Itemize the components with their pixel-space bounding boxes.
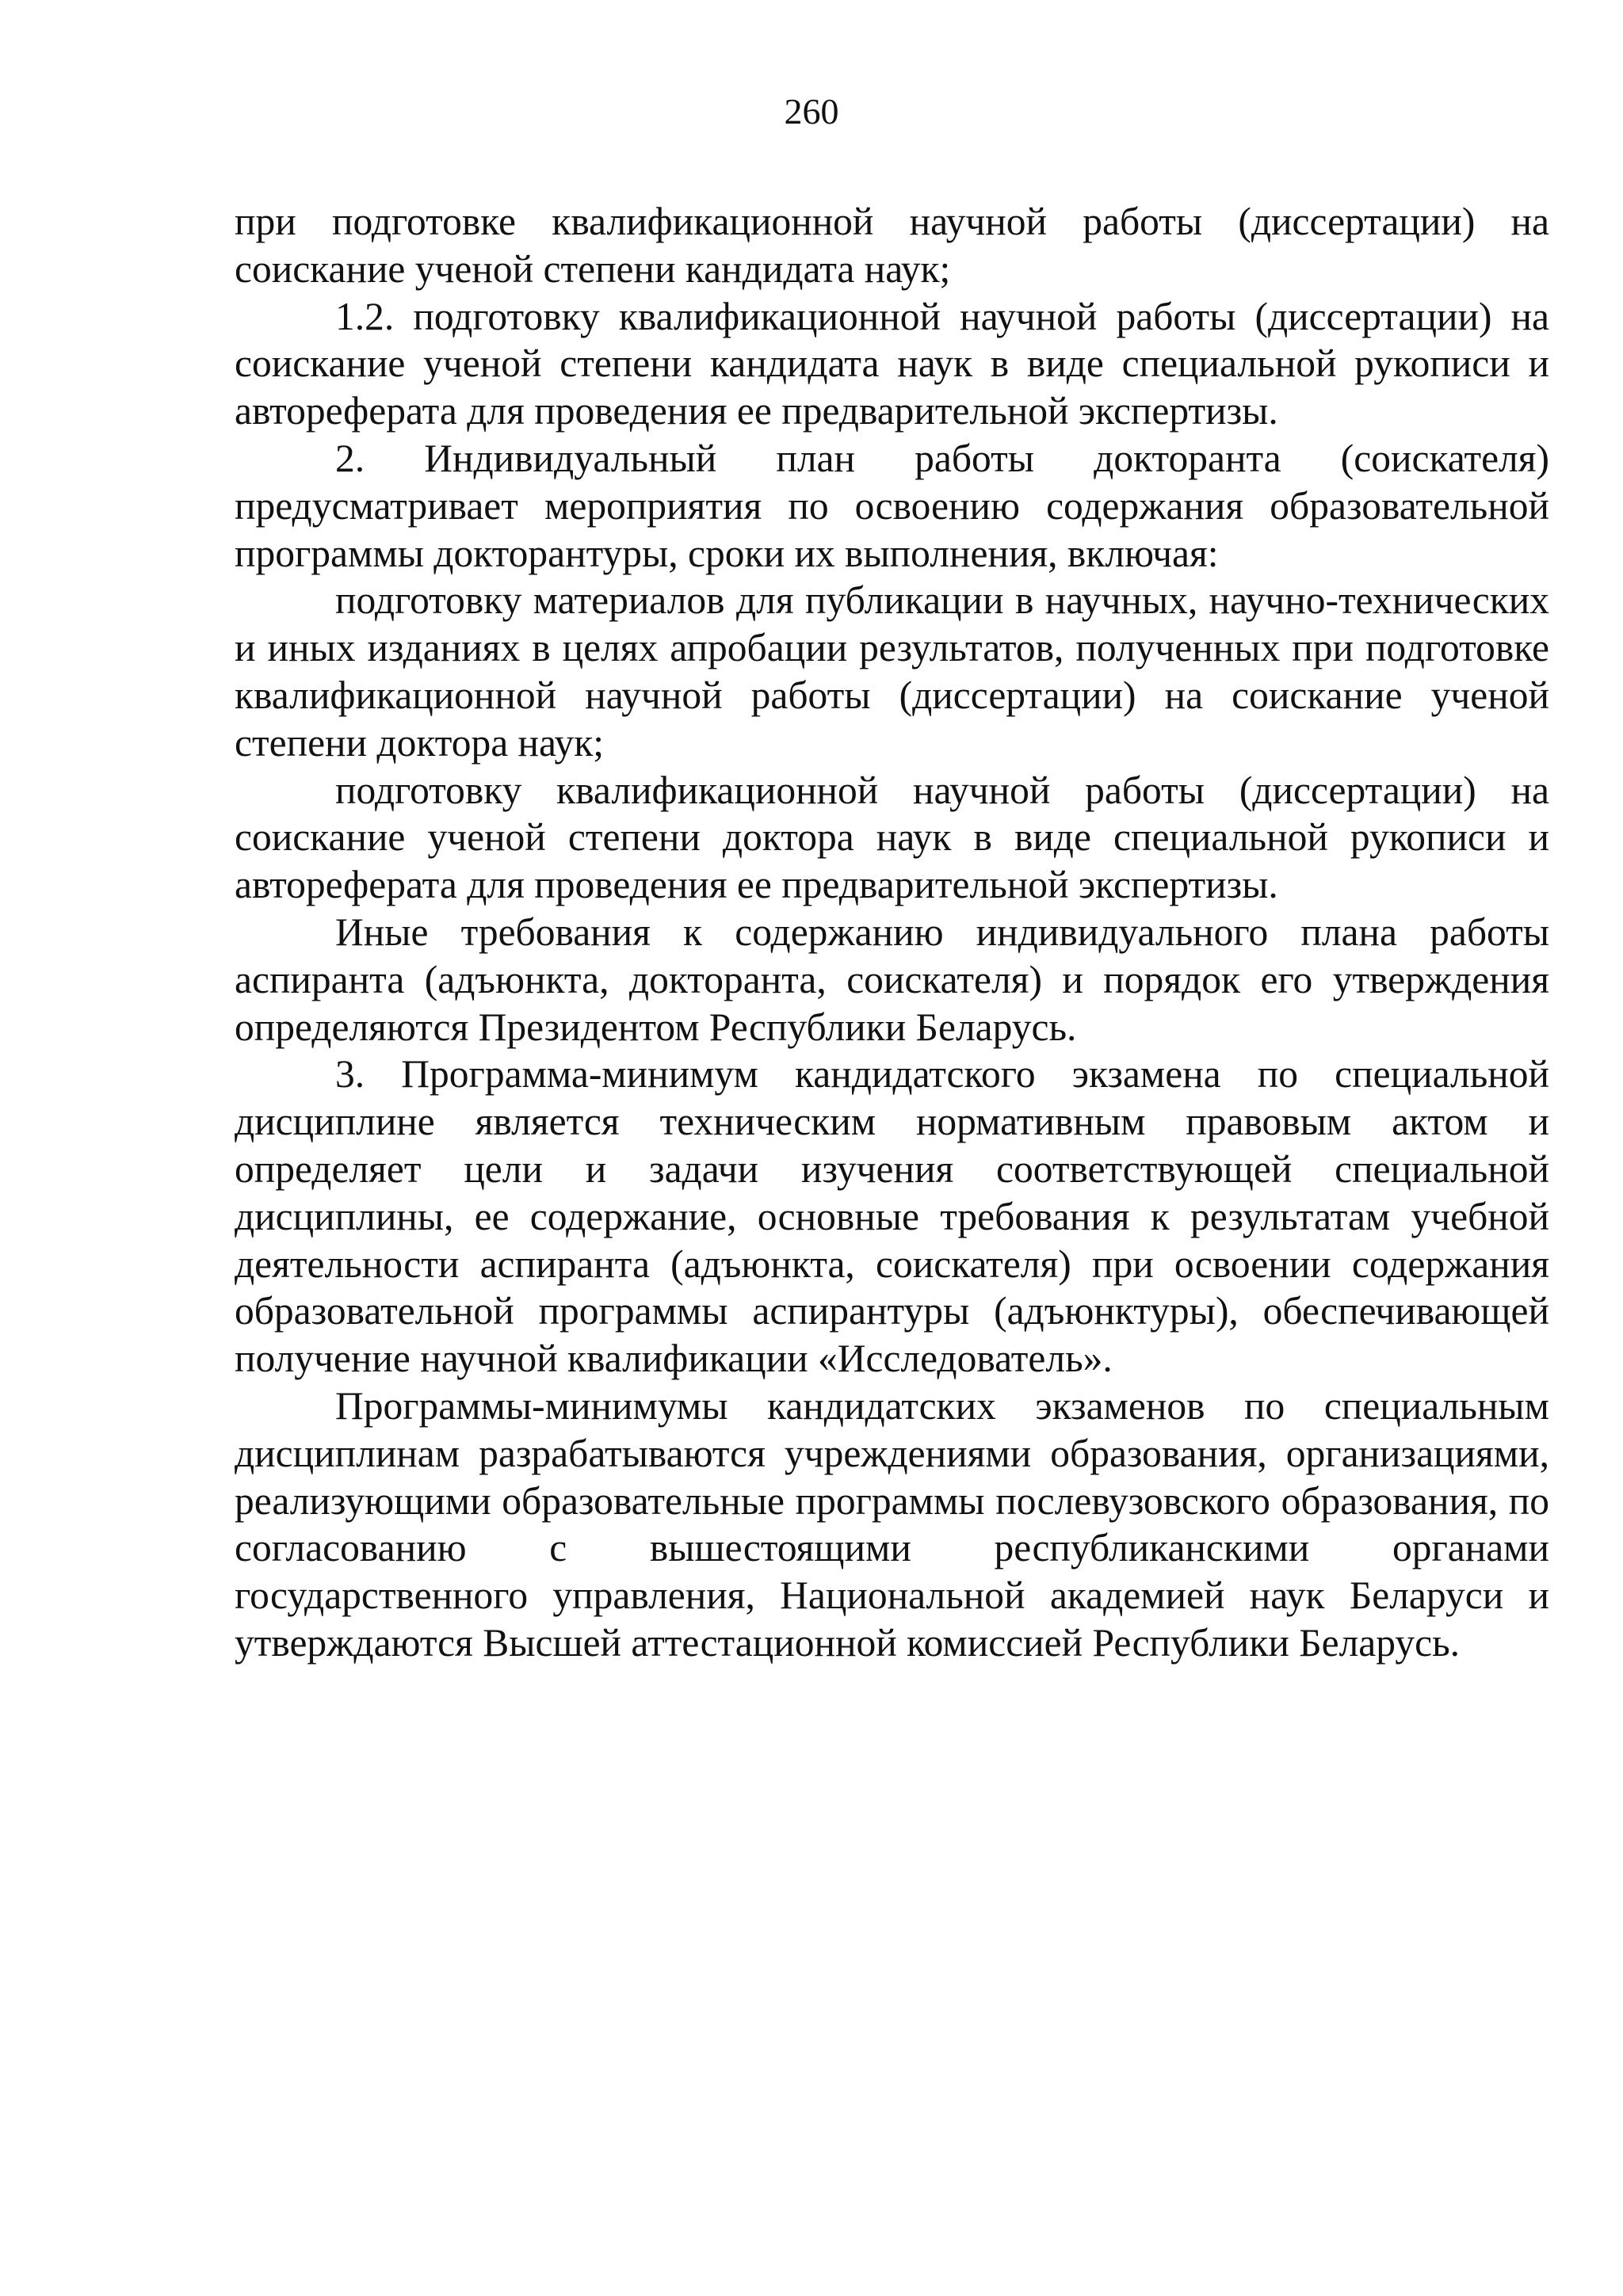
paragraph-programs-minimum: Программы-минимумы кандидатских экзаменов по специальным дисциплинам разрабатываются учреждениями образования, организациями, реализующими образовательные программы послевузовского образования, по согласованию с вышестоящими республиканскими органами государственного управления, Национальной академией наук Беларуси и утверждаются Высшей аттестационной комиссией Республики Беларусь. <box>235 1383 1549 1665</box>
paragraph-item-3: 3. Программа-минимум кандидатского экзамена по специальной дисциплине является техническим нормативным правовым актом и определяет цели и задачи изучения соответствующей специальной дисциплины, ее содержание, основные требования к результатам учебной деятельности аспиранта (адъюнкта, соискателя) при освоении содержания образовательной программы аспирантуры (адъюнктуры), обеспечивающей получение научной квалификации «Исследователь». <box>235 1052 1549 1381</box>
paragraph-item-2: 2. Индивидуальный план работы докторанта (соискателя) предусматривает мероприятия по освоению содержания образовательной программы докторантуры, сроки их выполнения, включая: <box>235 436 1549 575</box>
paragraph-dissertation-prep: подготовку квалификационной научной работы (диссертации) на соискание ученой степени доктора наук в виде специальной рукописи и автореферата для проведения ее предварительной экспертизы. <box>235 768 1549 907</box>
paragraph-other-requirements: Иные требования к содержанию индивидуального плана работы аспиранта (адъюнкта, докторанта, соискателя) и порядок его утверждения определяются Президентом Республики Беларусь. <box>235 910 1549 1049</box>
paragraph-publications: подготовку материалов для публикации в научных, научно-технических и иных изданиях в целях апробации результатов, полученных при подготовке квалификационной научной работы (диссертации) на соискание ученой степени доктора наук; <box>235 578 1549 765</box>
paragraph-continuation: при подготовке квалификационной научной работы (диссертации) на соискание ученой степени кандидата наук; <box>235 200 1549 291</box>
paragraph-item-1-2: 1.2. подготовку квалификационной научной работы (диссертации) на соискание ученой степени кандидата наук в виде специальной рукописи и автореферата для проведения ее предварительной экспертизы. <box>235 294 1549 433</box>
page-number: 260 <box>784 91 839 132</box>
document-body <box>235 198 1549 1667</box>
